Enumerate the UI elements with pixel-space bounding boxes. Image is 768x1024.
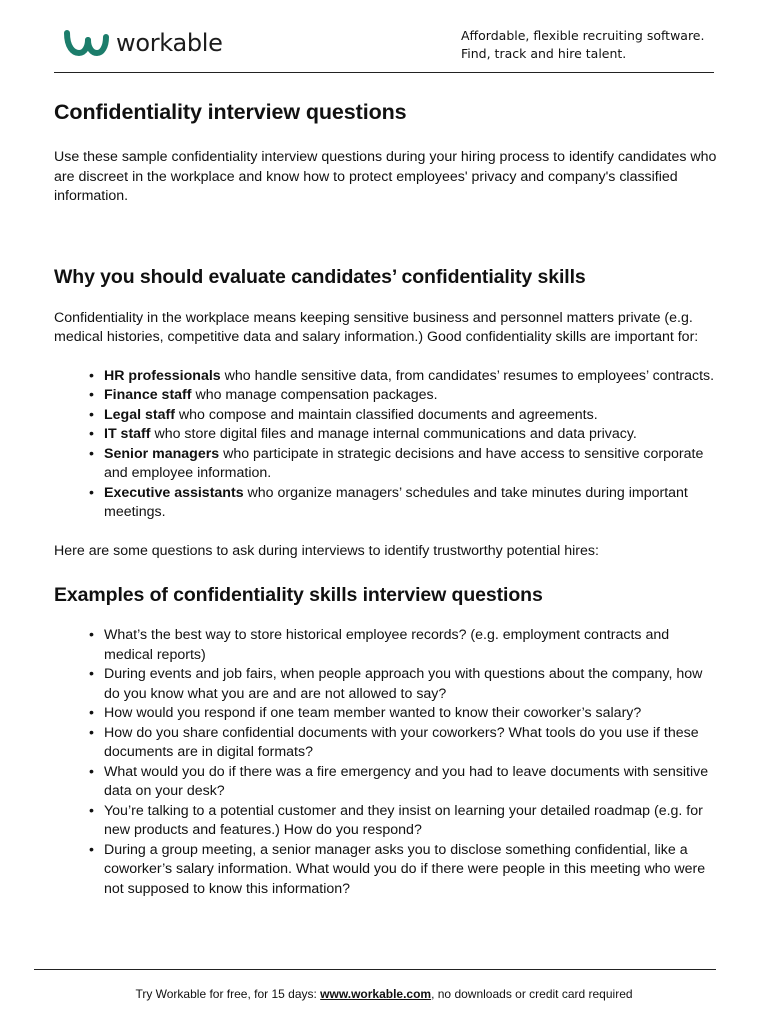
role-name: Legal staff — [104, 406, 175, 423]
document-body — [54, 98, 719, 899]
footer-prefix: Try Workable for free, for 15 days: — [135, 987, 321, 1001]
section-why-paragraph: Confidentiality in the workplace means keeping sensitive business and personnel matters private (e.g. medical histories, competitive data and salary information.) Good confidentiality skills are important for: — [54, 309, 699, 345]
list-item: • What’s the best way to store historical employee records? (e.g. employment contracts and medical reports) — [54, 626, 719, 665]
roles-list — [54, 367, 719, 523]
role-description: who participate in strategic decisions and have access to sensitive corporate and employee information. — [104, 445, 704, 481]
workable-logo[interactable] — [64, 29, 223, 57]
tagline-line-2: Find, track and hire talent. — [461, 46, 627, 61]
page-title: Confidentiality interview questions — [54, 100, 407, 124]
questions-list — [54, 626, 719, 899]
workable-logo-icon — [64, 29, 110, 57]
intro-paragraph: Use these sample confidentiality interview questions during your hiring process to identify candidates who are discreet in the workplace and know how to protect employees' privacy and company's classified information. — [54, 149, 717, 204]
role-name: Senior managers — [104, 445, 220, 462]
role-description: who manage compensation packages. — [191, 387, 438, 403]
role-name: Finance staff — [104, 387, 192, 403]
page-footer — [0, 987, 768, 1001]
list-item: • You’re talking to a potential customer and they insist on learning your detailed roadmap (e.g. for new products and features.) How do you respond? — [54, 802, 719, 841]
header-divider — [54, 72, 714, 73]
role-description: who handle sensitive data, from candidates’ resumes to employees’ contracts. — [220, 367, 715, 384]
page-header — [0, 0, 768, 74]
list-item: • How do you share confidential documents with your coworkers? What tools do you use if these documents are in digital formats? — [54, 724, 719, 763]
tagline — [461, 27, 704, 63]
tagline-line-1: Affordable, flexible recruiting software. — [461, 28, 705, 43]
list-item — [54, 445, 719, 484]
list-item: • During a group meeting, a senior manager asks you to disclose something confidential, like a coworker’s salary information. What would you do if there were people in this meeting who were not supposed to know this information? — [54, 841, 719, 900]
list-item: • During events and job fairs, when people approach you with questions about the company, how do you know what you are and are not allowed to say? — [54, 665, 719, 704]
footer-suffix: , no downloads or credit card required — [431, 987, 633, 1001]
list-item — [54, 367, 719, 387]
role-name: IT staff — [104, 426, 151, 442]
role-description: who compose and maintain classified documents and agreements. — [174, 406, 598, 423]
role-name: Executive assistants — [104, 484, 244, 501]
list-item — [54, 425, 719, 445]
section-heading-why: Why you should evaluate candidates’ confidentiality skills — [54, 265, 586, 288]
section-heading-examples: Examples of confidentiality skills interview questions — [54, 584, 543, 606]
list-item: • What would you do if there was a fire emergency and you had to leave documents with sensitive data on your desk? — [54, 763, 719, 802]
role-name: HR professionals — [104, 367, 221, 384]
workable-link[interactable]: www.workable.com — [320, 987, 432, 1001]
list-item — [54, 386, 719, 406]
list-item — [54, 484, 719, 523]
list-item: • How would you respond if one team member wanted to know their coworker’s salary? — [54, 704, 719, 724]
brand-name: workable — [116, 29, 223, 57]
role-description: who organize managers’ schedules and take minutes during important meetings. — [104, 484, 688, 520]
list-item — [54, 406, 719, 426]
role-description: who store digital files and manage internal communications and data privacy. — [150, 426, 637, 442]
section-why-closing: Here are some questions to ask during interviews to identify trustworthy potential hires: — [54, 542, 599, 559]
footer-divider — [34, 969, 716, 970]
